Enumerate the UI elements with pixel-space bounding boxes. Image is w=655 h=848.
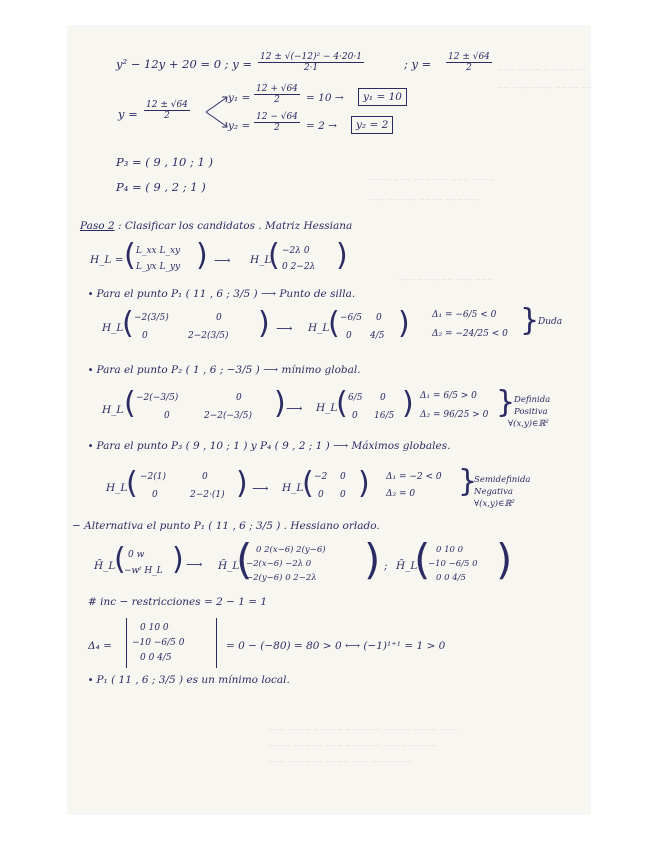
matrix-row-3: 0 0 4/5 [436,573,466,583]
p1-heading: ∙ Para el punto P₁ ( 11 , 6 ; 3/5 ) ⟶ Punto de silla. [88,288,356,300]
formula-denominator: 2 [274,95,280,105]
matrix-cell: −2(−3/5) [136,393,179,403]
classification-note: Negativa [474,487,513,497]
matrix-cell: 0 [152,490,158,500]
simplified-formula [446,52,492,73]
right-paren: ) [172,542,184,577]
matrix-cell: 0 [216,313,222,323]
y1-boxed: y₁ = 10 [358,88,407,106]
quadratic-equation: y² − 12y + 20 = 0 ; y = [116,57,253,71]
matrix-cell: 0 [352,411,358,421]
y1-fraction [254,84,300,105]
determinant-result: = 0 − (−80) = 80 > 0 ⟷ (−1)¹⁺¹ = 1 > 0 [226,640,446,652]
hessian-label: H_L [308,322,330,334]
hessian-label: H_L [102,404,124,416]
y2-boxed: y₂ = 2 [351,116,393,134]
y2-label: y₂ = [228,120,251,132]
right-paren: ) [196,238,208,273]
minor-1: Δ₁ = 6/5 > 0 [420,391,477,401]
hessian-lhs: H_L = [90,254,124,266]
matrix-cell: −2 [314,472,328,482]
matrix-row-1: 0 10 0 [436,545,464,555]
determinant-row-2: −10 −6/5 0 [132,638,185,648]
right-paren: ) [496,535,513,584]
matrix-cell: 0 [318,490,324,500]
formula-numerator: 12 − √64 [256,112,298,122]
hessian-label: H_L [102,322,124,334]
hessian-label: H_L [282,482,304,494]
left-paren: ( [336,386,348,421]
formula-denominator: 2 [466,63,472,73]
matrix-cell: 6/5 [348,393,363,403]
left-paren: ( [124,386,136,421]
hessian-row-1: L_xx L_xy [136,246,181,256]
formula-numerator: 12 ± √64 [146,100,188,110]
classification-domain: ∀(x,y)∈ℝ² [508,419,549,429]
determinant-row-3: 0 0 4/5 [140,653,172,663]
minor-1: Δ₁ = −2 < 0 [386,472,442,482]
matrix-row-2: −2(x−6) −2λ 0 [246,559,312,569]
alternative-heading: − Alternativa el punto P₁ ( 11 , 6 ; 3/5 ) . Hessiano orlado. [72,520,380,532]
step-heading [80,220,352,232]
left-paren: ( [268,238,280,273]
step-description: : Clasificar los candidatos . Matriz Hessiana [117,220,353,232]
step-label: Paso 2 [80,220,115,232]
right-paren: ) [364,535,381,584]
matrix-row-1: 0 2(x−6) 2(y−6) [256,545,326,555]
left-paren: ( [124,238,136,273]
y-label: y = [118,107,138,121]
hessian-label: H_L [106,482,128,494]
minor-1: Δ₁ = −6/5 < 0 [432,310,497,320]
determinant-row-1: 0 10 0 [140,623,169,633]
brace: } [458,464,478,499]
left-paren: ( [414,535,431,584]
formula-numerator: 12 + √64 [256,84,298,94]
y1-label: y₁ = [228,92,251,104]
left-paren: ( [122,306,134,341]
matrix-cell: 2−2·(1) [190,490,225,500]
formula-numerator: 12 ± √64 [448,52,490,62]
minor-2: Δ₂ = −24/25 < 0 [432,329,508,339]
y2-fraction [254,112,300,133]
separator: ; y = [404,57,432,71]
point-p4: P₄ = ( 9 , 2 ; 1 ) [116,180,206,194]
determinant-label: Δ₄ = [88,640,112,652]
right-paren: ) [402,386,414,421]
matrix-row-2: −wᵗ H_L [124,566,163,576]
right-paren: ) [336,238,348,273]
left-paren: ( [236,535,253,584]
matrix-cell: 0 [236,393,242,403]
left-paren: ( [328,306,340,341]
arrow: ⟶ [214,253,231,267]
matrix-cell: 2−2(−3/5) [204,411,253,421]
bordered-hessian-label: H̄_L [94,560,116,572]
conclusion: ∙ P₁ ( 11 , 6 ; 3/5 ) es un mínimo local. [88,674,290,686]
left-paren: ( [302,466,314,501]
matrix-cell: 0 [340,472,346,482]
restrictions-count: # inc − restricciones = 2 − 1 = 1 [88,596,268,608]
matrix-cell: −6/5 [340,313,363,323]
matrix-cell: 4/5 [370,331,385,341]
minor-2: Δ₂ = 0 [386,489,416,499]
y2-result: = 2 → [306,120,337,132]
arrow: ⟶ [252,481,269,495]
matrix-cell: 0 [346,331,352,341]
matrix-cell: 2−2(3/5) [188,331,229,341]
matrix-row-2: −10 −6/5 0 [428,559,478,569]
matrix-cell: 16/5 [374,411,395,421]
y-fraction [144,100,190,121]
left-paren: ( [126,466,138,501]
hessian-row-2: L_yx L_yy [136,262,181,272]
minor-2: Δ₂ = 96/25 > 0 [420,410,489,420]
determinant-bar-right [216,618,217,668]
bordered-hessian-label: H̄_L [218,560,240,572]
point-p3: P₃ = ( 9 , 10 ; 1 ) [116,155,213,169]
quadratic-formula [258,52,364,73]
formula-denominator: 2 [164,111,170,121]
formula-denominator: 2·1 [303,63,319,73]
separator: ; [384,560,388,572]
right-paren: ) [274,386,286,421]
right-paren: ) [398,306,410,341]
p2-heading: ∙ Para el punto P₂ ( 1 , 6 ; −3/5 ) ⟶ mínimo global. [88,364,361,376]
classification-note: Semidefinida [474,475,531,485]
left-paren: ( [114,542,126,577]
hessian-row-2: 0 2−2λ [282,262,316,272]
classification-note: Positiva [514,407,548,417]
arrow: ⟶ [276,321,293,335]
matrix-cell: 0 [202,472,208,482]
formula-numerator: 12 ± √(−12)² − 4·20·1 [260,52,362,62]
brace: } [496,385,516,420]
bordered-hessian-label: H̄_L [396,560,418,572]
classification-domain: ∀(x,y)∈ℝ² [474,499,515,509]
matrix-cell: 0 [164,411,170,421]
arrow: ⟶ [286,401,303,415]
formula-denominator: 2 [274,123,280,133]
hessian-label: H_L [316,402,338,414]
matrix-cell: −2(1) [140,472,167,482]
p34-heading: ∙ Para el punto P₃ ( 9 , 10 ; 1 ) y P₄ ( 9 , 2 ; 1 ) ⟶ Máximos globales. [88,440,451,452]
notebook-page: ~~~ ~~~~ ~ ~~~~~~ ~~ ~~~~~~~ ~~~~ ~~ ~~~~ ~~~ ~~~~~~ ~~~ ~~~~ ~~~ ~~~~~ ~~~~ ~~~~~~ ~~~ ~~~~~~ ~~~ ~~~ ~~~ ~~~~ ~~~~~ ~~~~~~ ~~~~~ ~~~~ ~~~ ~~~~ ~~~~~ ~~~ ~~~~~~ ~~~~ ~~~~~ ~~~ ~~~~~~ ~~~~ ~~~ ~~~~~~~ y² − 12y + 20 = 0 ; y = $\frac{\text{12 ± √(−12)² − 4·20·1}}{2\cdot 1}$ ; y = $\frac{12 \pm √64}{2}$ y = $\frac{12 \pm √64}{2}$ y₁ = $\frac{12 + √64}{2}$ = 10 → y₁ = 10 y₂ = $\frac{12 - √64}{2}$ = 2 → y₂ = 2 P₃ = ( 9 , 10 ; 1 ) P₄ = ( 9 , 2 ; 1 ) Paso 2 : Clasificar los candidatos . Matriz Hessiana H_L = ( L_xx L_xy L_yx L_yy ) ⟶ H_L ( −2λ 0 0 2−2λ ) ∙ Para el punto P₁ ( 11 , 6 ; 3/5 ) ⟶ Punto de silla. H_L ( −2(3/5) 0 0 2−2(3/5) ) ⟶ H_L ( −6/5 0 0 4/5 ) Δ₁ = −6/5 < 0 Δ₂ = −24/25 < 0 } Duda ∙ Para el punto P₂ ( 1 , 6 ; −3/5 ) ⟶ mínimo global. H_L ( −2(−3/5) 0 0 2−2(−3/5) ) ⟶ H_L ( 6/5 0 0 16/5 ) Δ₁ = 6/5 > 0 Δ₂ = 96/25 > 0 } Definida Positiva ∀(x,y)∈ℝ² ∙ Para el punto P₃ ( 9 , 10 ; 1 ) y P₄ ( 9 , 2 ; 1 ) ⟶ Máximos globales. H_L ( −2(1) 0 0 2−2·(1) ) ⟶ H_L ( −2 0 0 0 ) Δ₁ = −2 < 0 Δ₂ = 0 } Semidefinida Negativa ∀(x,y)∈ℝ² − Alternativa el punto P₁ ( 11 , 6 ; 3/5 ) . Hessiano orlado. H̄_L ( 0 w −wᵗ H_L ) ⟶ H̄_L ( 0 2(x−6) 2(y−6) −2(x−6) −2λ 0 −2(y−6) 0 2−2λ ) ; H̄_L ( 0 10 0 −10 −6/5 0 0 0 4/5 ) # inc − restricciones = 2 − 1 = 1 Δ₄ = 0 10 0 −10 −6/5 0 0 0 4/5 = 0 − (−80) = 80 > 0 ⟷ (−1)¹⁺¹ = 1 > 0 ∙ P₁ ( 11 , 6 ; 3/5 ) es un mínimo local. [68,26,590,814]
matrix-cell: 0 [376,313,382,323]
y1-result: = 10 → [306,92,344,104]
right-paren: ) [358,466,370,501]
right-paren: ) [258,306,270,341]
right-paren: ) [236,466,248,501]
matrix-cell: 0 [380,393,386,403]
matrix-cell: 0 [142,331,148,341]
classification-note: Duda [538,317,563,327]
classification-note: Definida [514,395,551,405]
brace: } [520,303,540,338]
matrix-row-1: 0 w [128,550,145,560]
matrix-row-3: −2(y−6) 0 2−2λ [246,573,317,583]
arrow: ⟶ [186,557,203,571]
hessian-row-1: −2λ 0 [282,246,310,256]
determinant-bar-left [126,618,127,668]
matrix-cell: −2(3/5) [134,313,169,323]
hessian-label: H_L [250,254,272,266]
matrix-cell: 0 [340,490,346,500]
